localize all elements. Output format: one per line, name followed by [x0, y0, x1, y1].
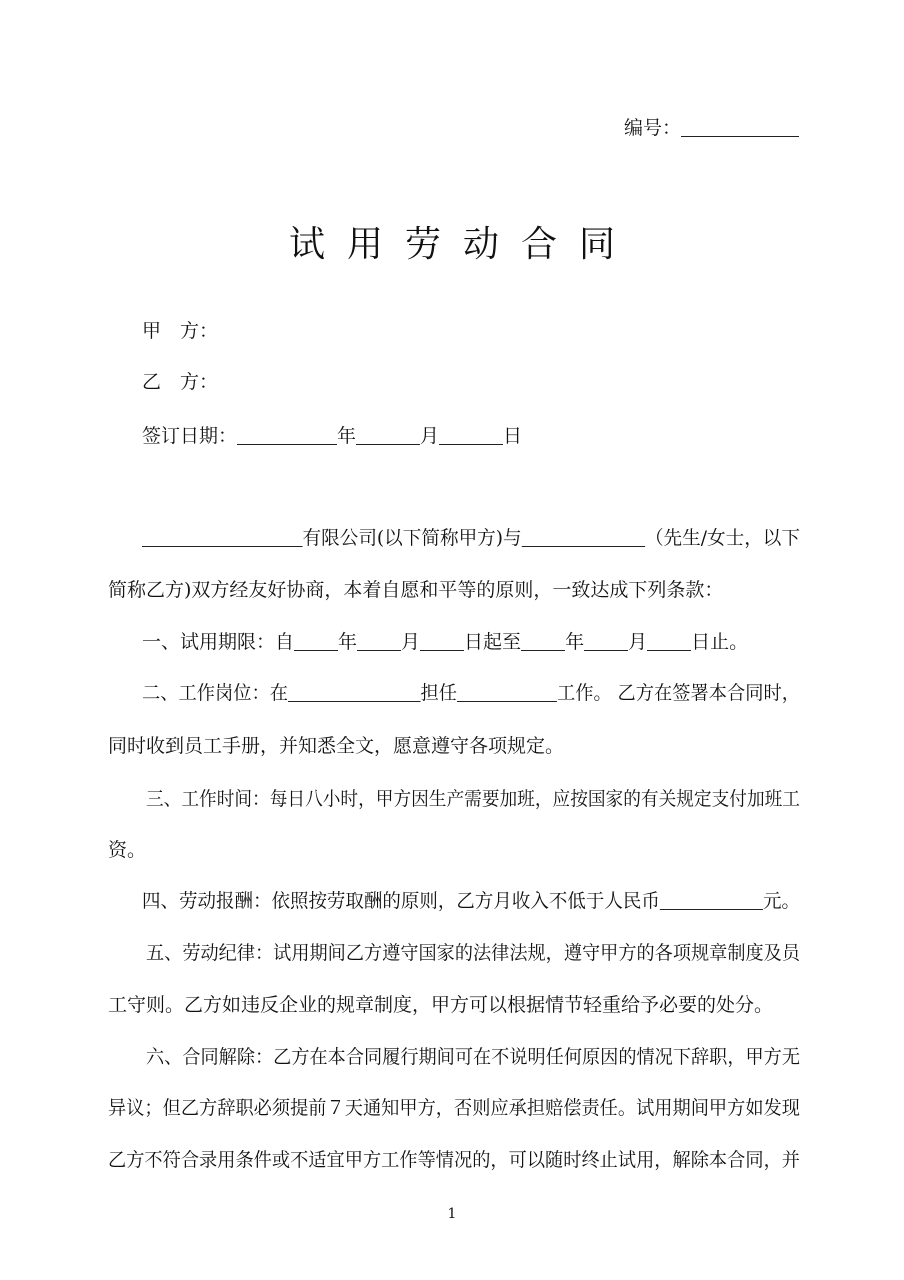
- day-blank: [439, 426, 503, 445]
- workplace-blank: [288, 683, 421, 702]
- start-month-label: 月: [401, 631, 421, 653]
- start-year-label: 年: [338, 631, 358, 653]
- end-year-label: 年: [565, 631, 585, 653]
- document-number: [624, 116, 799, 140]
- start-month-blank: [357, 632, 401, 651]
- company-name-blank: [142, 528, 303, 547]
- year-blank: [237, 426, 337, 445]
- end-month-blank: [584, 632, 628, 651]
- sign-date-row: [142, 424, 522, 448]
- month-blank: [356, 426, 420, 445]
- clause-2-line-2: 同时收到员工手册，并知悉全文，愿意遵守各项规定。: [108, 735, 565, 757]
- year-label: 年: [337, 425, 357, 447]
- clause-1-prefix: 一、试用期限：自: [142, 631, 295, 653]
- party-a-label: 甲 方：: [142, 320, 219, 342]
- salary-blank: [660, 891, 763, 910]
- day-label: 日: [503, 425, 523, 447]
- end-year-blank: [521, 632, 565, 651]
- clause-6-line-1: 六、合同解除：乙方在本合同履行期间可在不说明任何原因的情况下辞职，甲方无: [146, 1046, 800, 1068]
- clause-5-line-1: 五、劳动纪律：试用期间乙方遵守国家的法律法规，遵守甲方的各项规章制度及员: [146, 942, 800, 964]
- intro-line-1: [142, 526, 800, 550]
- intro-tail-text: （先生/女士，以下: [644, 527, 800, 549]
- clause-2-prefix: 二、工作岗位：在: [142, 682, 289, 704]
- clause-3-line-2: 资。: [108, 839, 147, 861]
- clause-3-line-1: 三、工作时间：每日八小时，甲方因生产需要加班，应按国家的有关规定支付加班工: [146, 788, 800, 810]
- month-label: 月: [420, 425, 440, 447]
- clause-1-probation-period: [142, 630, 748, 654]
- clause-6-line-2: 异议；但乙方辞职必须提前７天通知甲方，否则应承担赔偿责任。试用期间甲方如发现: [108, 1097, 800, 1119]
- end-day-label: 日止。: [691, 631, 749, 653]
- document-number-label: 编号：: [624, 117, 682, 139]
- end-day-blank: [647, 632, 691, 651]
- clause-5-line-2: 工守则。乙方如违反企业的规章制度，甲方可以根据情节轻重给予必要的处分。: [108, 994, 774, 1016]
- page-title: 试用劳动合同: [288, 224, 637, 265]
- party-b-label: 乙 方：: [142, 371, 219, 393]
- clause-4-suffix: 元。: [762, 890, 800, 912]
- job-title-blank: [457, 683, 557, 702]
- start-day-blank: [420, 632, 464, 651]
- clause-2-work: 工作。 乙方在签署本合同时，: [556, 682, 800, 704]
- page-number: 1: [447, 1206, 457, 1222]
- end-month-label: 月: [628, 631, 648, 653]
- document-number-blank: [681, 118, 799, 137]
- sign-date-label: 签订日期：: [142, 425, 238, 447]
- clause-6-line-3: 乙方不符合录用条件或不适宜甲方工作等情况的，可以随时终止试用，解除本合同，并: [108, 1149, 800, 1171]
- intro-company-text: 有限公司(以下简称甲方)与: [302, 527, 522, 549]
- intro-line-2: 简称乙方)双方经友好协商，本着自愿和平等的原则，一致达成下列条款：: [108, 579, 724, 601]
- clause-4-salary: [142, 889, 800, 913]
- clause-4-prefix: 四、劳动报酬：依照按劳取酬的原则，乙方月收入不低于人民币: [142, 890, 660, 912]
- start-year-blank: [294, 632, 338, 651]
- clause-2-serve: 担任: [420, 682, 458, 704]
- employee-name-blank: [522, 528, 645, 547]
- start-day-label: 日起至: [464, 631, 522, 653]
- clause-2-position: [142, 681, 800, 705]
